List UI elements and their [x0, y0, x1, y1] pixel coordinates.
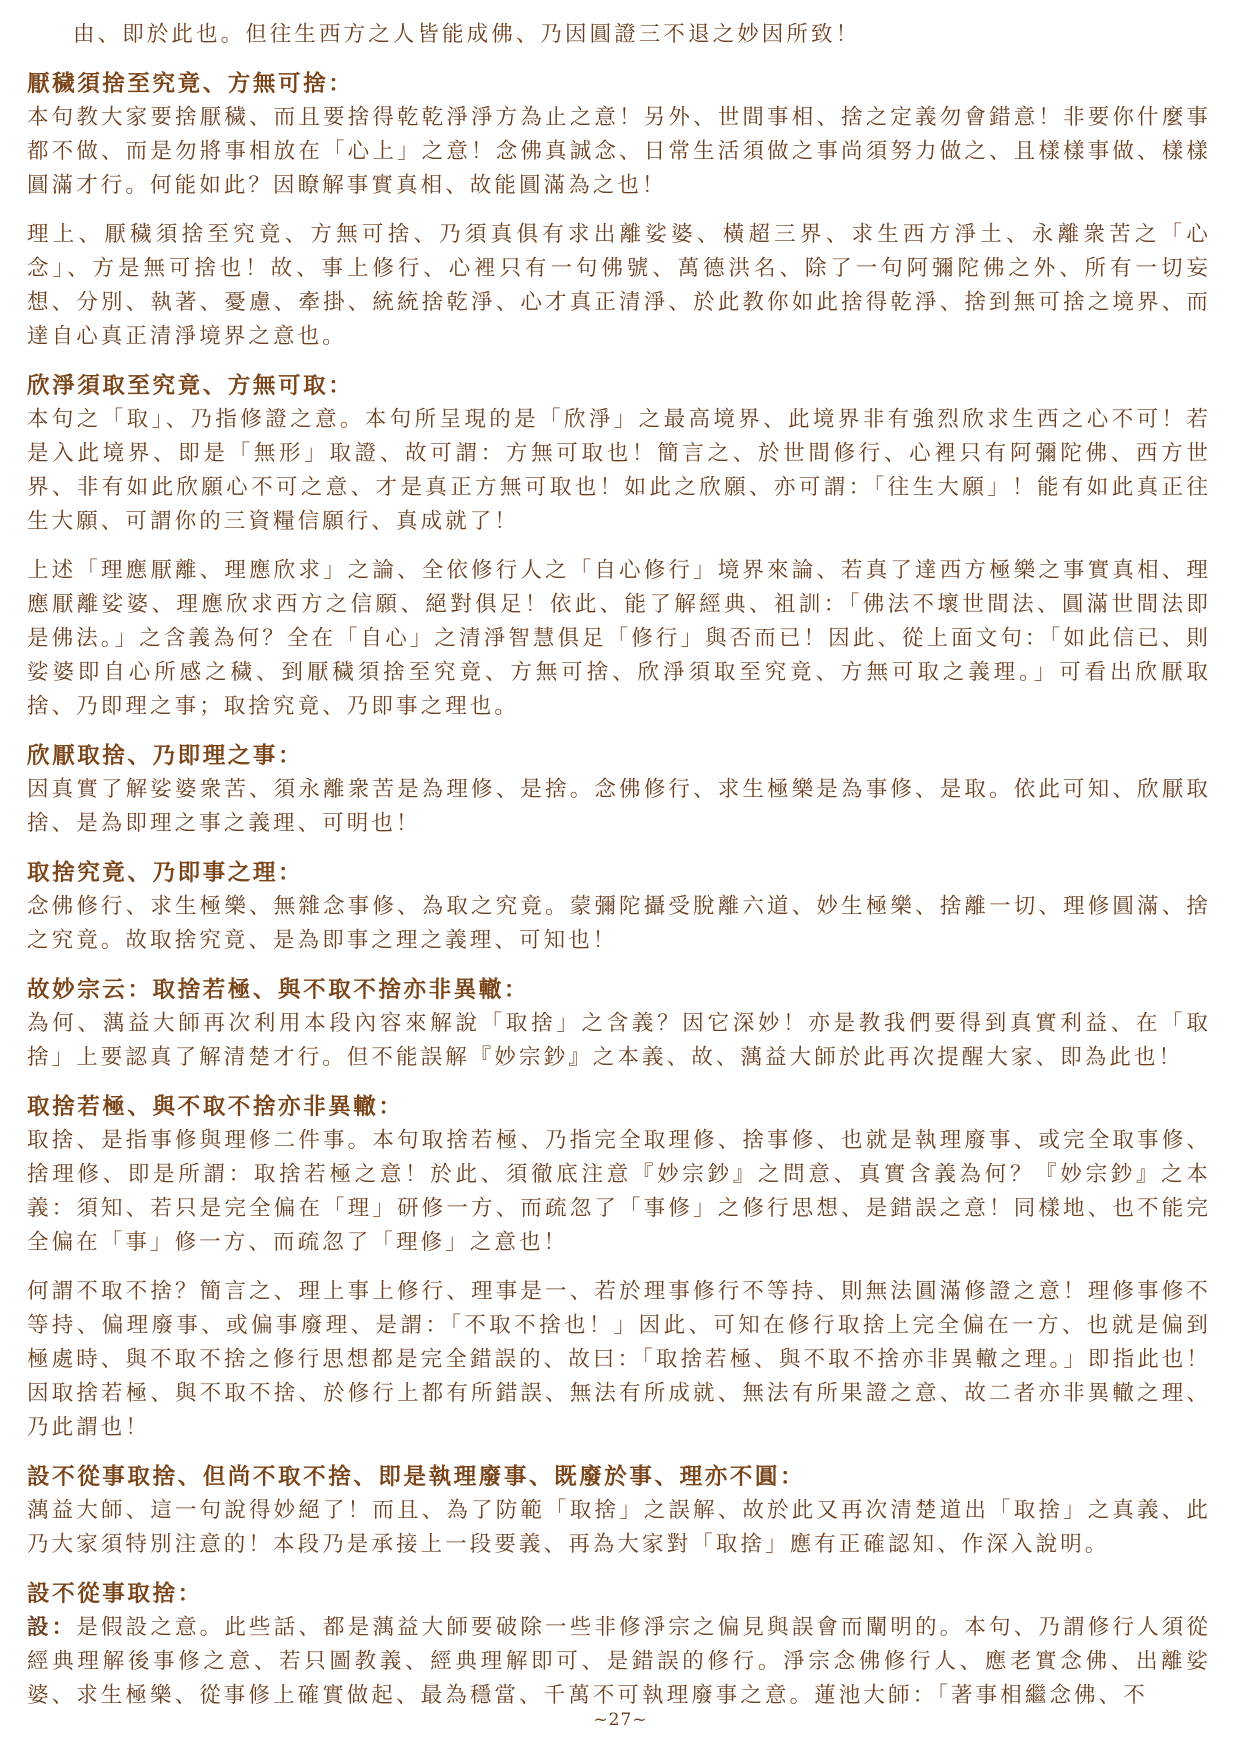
paragraph: 由、即於此也。但往生西方之人皆能成佛、乃因圓證三不退之妙因所致！	[73, 22, 861, 47]
paragraph: 本句教大家要捨厭穢、而且要捨得乾乾淨淨方為止之意！另外、世間事相、捨之定義勿會錯意！非要你什麼事都不做、而是勿將事相放在「心上」之意！念佛真誠念、日常生活須做之事尚須努力做之、且樣樣事做、樣樣圓滿才行。何能如此？因瞭解事實真相、故能圓滿為之也！	[27, 105, 1211, 198]
page-content	[27, 18, 1211, 1713]
section-heading: 設不從事取捨、但尚不取不捨、即是執理廢事、既廢於事、理亦不圓：	[27, 1464, 806, 1490]
paragraph: 為何、蕅益大師再次利用本段內容來解說「取捨」之含義？因它深妙！亦是教我們要得到真實利益、在「取捨」上要認真了解清楚才行。但不能誤解『妙宗鈔』之本義、故、蕅益大師於此再次提醒大家、即為此也！	[27, 1011, 1211, 1070]
paragraph	[27, 1611, 1211, 1713]
section-heading: 取捨若極、與不取不捨亦非異轍：	[27, 1094, 404, 1120]
page-number: ~27~	[593, 1710, 648, 1730]
paragraph: 何謂不取不捨？簡言之、理上事上修行、理事是一、若於理事修行不等持、則無法圓滿修證之意！理修事修不等持、偏理廢事、或偏事廢理、是謂：「不取不捨也！」因此、可知在修行取捨上完全偏在一方、也就是偏到極處時、與不取不捨之修行思想都是完全錯誤的、故曰：「取捨若極、與不取不捨亦非異轍之理。」即指此也！因取捨若極、與不取不捨、於修行上都有所錯誤、無法有所成就、無法有所果證之意、故二者亦非異轍之理、乃此謂也！	[27, 1279, 1211, 1440]
paragraph: 因真實了解娑婆衆苦、須永離衆苦是為理修、是捨。念佛修行、求生極樂是為事修、是取。依此可知、欣厭取捨、是為即理之事之義理、可明也！	[27, 777, 1211, 836]
section-heading: 欣淨須取至究竟、方無可取：	[27, 373, 354, 399]
section-heading: 故妙宗云：取捨若極、與不取不捨亦非異轍：	[27, 977, 530, 1003]
section-heading: 取捨究竟、乃即事之理：	[27, 860, 304, 886]
paragraph: 取捨、是指事修與理修二件事。本句取捨若極、乃指完全取理修、捨事修、也就是執理廢事、或完全取事修、捨理修、即是所謂：取捨若極之意！於此、須徹底注意『妙宗鈔』之問意、真實含義為何？『妙宗鈔』之本義：須知、若只是完全偏在「理」研修一方、而疏忽了「事修」之修行思想、是錯誤之意！同樣地、也不能完全偏在「事」修一方、而疏忽了「理修」之意也！	[27, 1128, 1211, 1255]
term-label: 設：	[27, 1615, 77, 1640]
paragraph: 本句之「取」、乃指修證之意。本句所呈現的是「欣淨」之最高境界、此境界非有強烈欣求生西之心不可！若是入此境界、即是「無形」取證、故可謂：方無可取也！簡言之、於世間修行、心裡只有阿彌陀佛、西方世界、非有如此欣願心不可之意、才是真正方無可取也！如此之欣願、亦可謂：「往生大願」！能有如此真正往生大願、可謂你的三資糧信願行、真成就了！	[27, 407, 1211, 534]
paragraph: 理上、厭穢須捨至究竟、方無可捨、乃須真俱有求出離娑婆、橫超三界、求生西方淨土、永離衆苦之「心念」、方是無可捨也！故、事上修行、心裡只有一句佛號、萬德洪名、除了一句阿彌陀佛之外、所有一切妄想、分別、執著、憂慮、牽掛、統統捨乾淨、心才真正清淨、於此教你如此捨得乾淨、捨到無可捨之境界、而達自心真正清淨境界之意也。	[27, 222, 1211, 349]
paragraph: 念佛修行、求生極樂、無雜念事修、為取之究竟。蒙彌陀攝受脫離六道、妙生極樂、捨離一切、理修圓滿、捨之究竟。故取捨究竟、是為即事之理之義理、可知也！	[27, 894, 1211, 953]
section-heading: 設不從事取捨：	[27, 1581, 203, 1607]
paragraph-text: 是假設之意。此些話、都是蕅益大師要破除一些非修淨宗之偏見與誤會而闡明的。本句、乃謂修行人須從經典理解後事修之意、若只圖教義、經典理解即可、是錯誤的修行。淨宗念佛修行人、應老實念佛、出離娑婆、求生極樂、從事修上確實做起、最為穩當、千萬不可執理廢事之意。蓮池大師：「著事相繼念佛、不	[27, 1615, 1212, 1708]
paragraph: 上述「理應厭離、理應欣求」之論、全依修行人之「自心修行」境界來論、若真了達西方極樂之事實真相、理應厭離娑婆、理應欣求西方之信願、絕對俱足！依此、能了解經典、祖訓：「佛法不壞世間法、圓滿世間法即是佛法。」之含義為何？全在「自心」之清淨智慧俱足「修行」與否而已！因此、從上面文句：「如此信已、則娑婆即自心所感之穢、到厭穢須捨至究竟、方無可捨、欣淨須取至究竟、方無可取之義理。」可看出欣厭取捨、乃即理之事；取捨究竟、乃即事之理也。	[27, 558, 1211, 719]
section-heading: 厭穢須捨至究竟、方無可捨：	[27, 71, 354, 97]
section-heading: 欣厭取捨、乃即理之事：	[27, 743, 304, 769]
paragraph: 蕅益大師、這一句說得妙絕了！而且、為了防範「取捨」之誤解、故於此又再次清楚道出「取捨」之真義、此乃大家須特別注意的！本段乃是承接上一段要義、再為大家對「取捨」應有正確認知、作深入說明。	[27, 1498, 1211, 1557]
